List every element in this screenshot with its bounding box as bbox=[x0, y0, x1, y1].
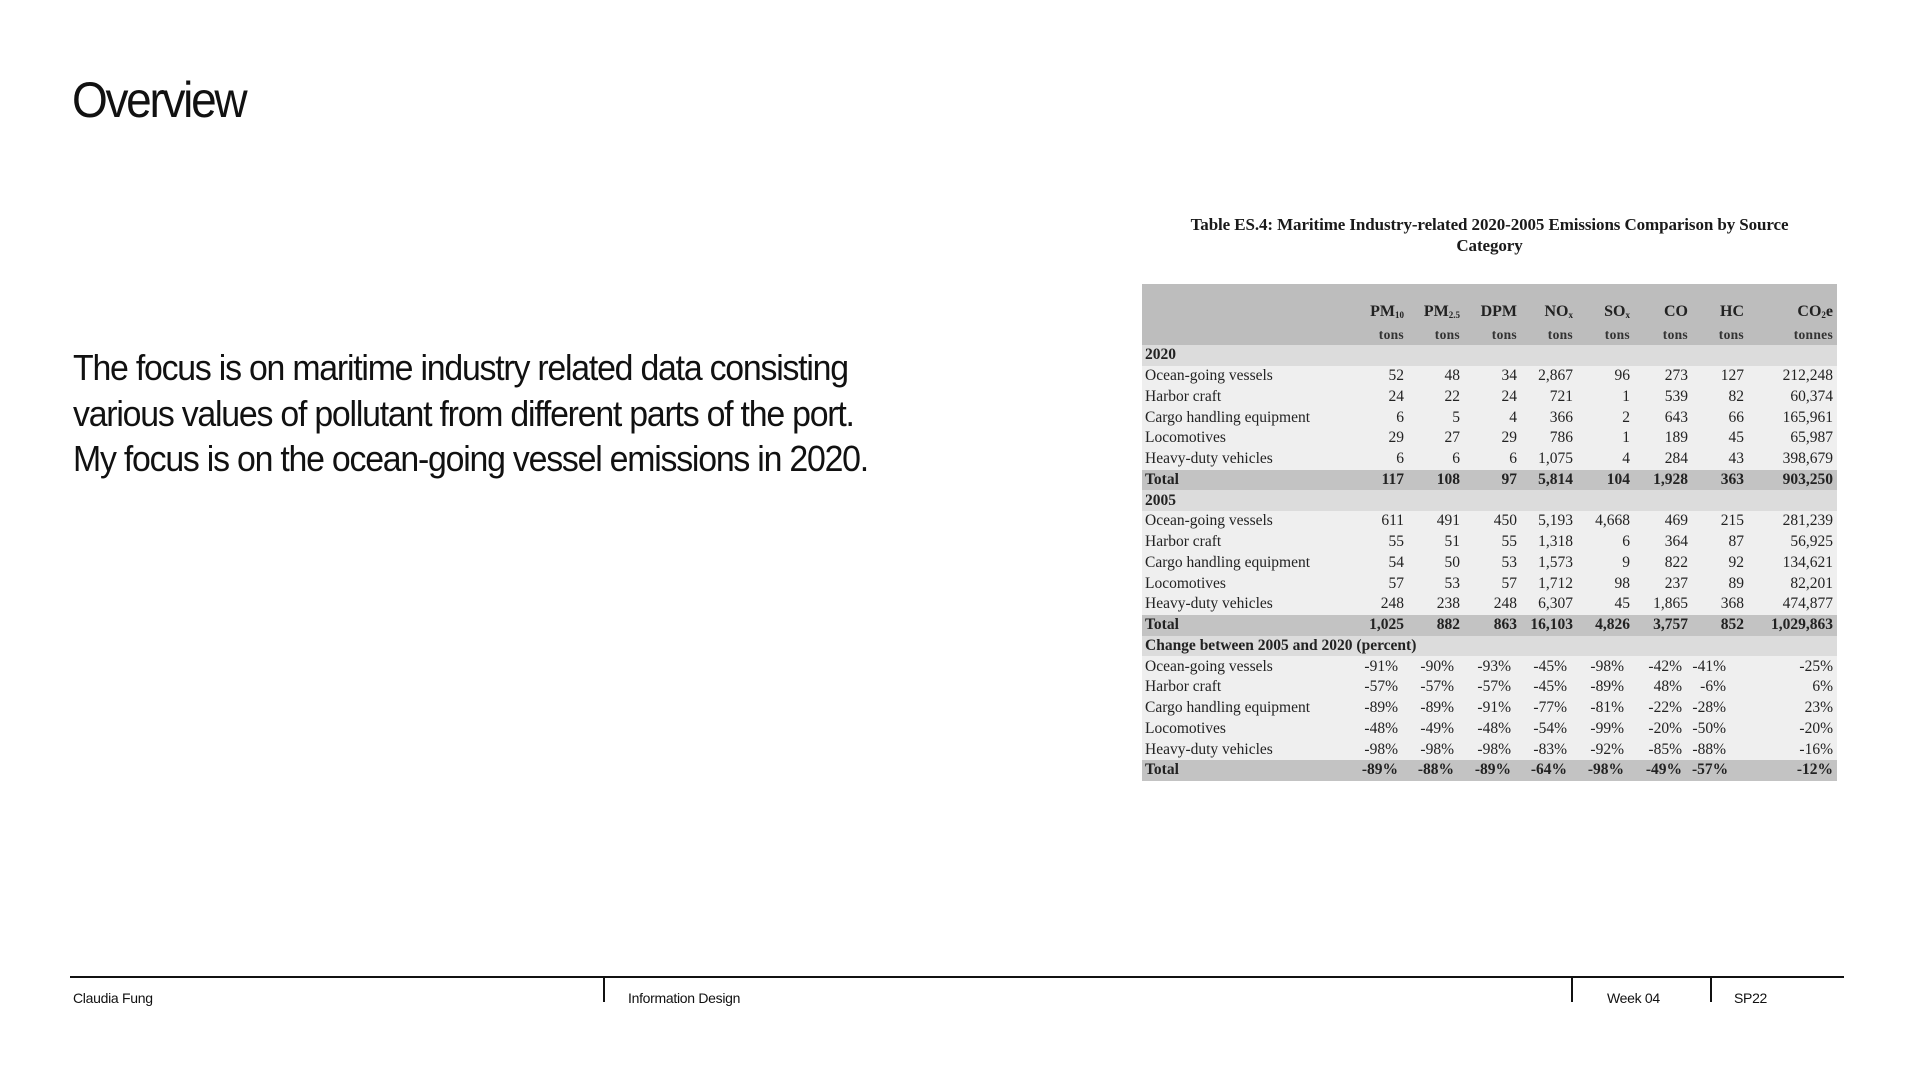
row-label: Heavy-duty vehicles bbox=[1142, 449, 1347, 470]
table-cell: 22 bbox=[1408, 387, 1464, 408]
emissions-table-figure bbox=[1142, 214, 1837, 781]
table-cell: -92% bbox=[1577, 739, 1634, 760]
table-row bbox=[1142, 573, 1837, 594]
table-cell: 127 bbox=[1692, 366, 1748, 387]
table-cell: 6% bbox=[1748, 677, 1837, 698]
table-cell: -99% bbox=[1577, 719, 1634, 740]
table-cell: 96 bbox=[1577, 366, 1634, 387]
table-cell: -89% bbox=[1577, 677, 1634, 698]
table-cell: -49% bbox=[1634, 760, 1692, 781]
table-row bbox=[1142, 677, 1837, 698]
table-cell: 57 bbox=[1464, 573, 1521, 594]
column-unit: tons bbox=[1692, 323, 1748, 345]
column-header-name: SO bbox=[1604, 303, 1626, 320]
section-header-row bbox=[1142, 636, 1837, 657]
table-cell: 3,757 bbox=[1634, 615, 1692, 636]
row-label: Cargo handling equipment bbox=[1142, 407, 1347, 428]
column-header-name: PM bbox=[1423, 303, 1449, 320]
slide-body-text bbox=[73, 345, 975, 482]
table-cell: 368 bbox=[1692, 594, 1748, 615]
table-cell: -57% bbox=[1692, 760, 1748, 781]
table-cell: 4,668 bbox=[1577, 511, 1634, 532]
table-cell: -54% bbox=[1521, 719, 1577, 740]
table-cell: 786 bbox=[1521, 428, 1577, 449]
row-label: Ocean-going vessels bbox=[1142, 656, 1347, 677]
column-header bbox=[1408, 284, 1464, 323]
table-cell: -90% bbox=[1408, 656, 1464, 677]
table-cell: -16% bbox=[1748, 739, 1837, 760]
table-cell: 2,867 bbox=[1521, 366, 1577, 387]
table-cell: -88% bbox=[1408, 760, 1464, 781]
table-cell: 9 bbox=[1577, 553, 1634, 574]
table-cell: -98% bbox=[1577, 760, 1634, 781]
column-header-name: PM bbox=[1370, 303, 1395, 320]
table-cell: -98% bbox=[1408, 739, 1464, 760]
table-units-row bbox=[1142, 323, 1837, 345]
footer-course: Information Design bbox=[628, 990, 741, 1006]
table-cell: 87 bbox=[1692, 532, 1748, 553]
table-cell: -42% bbox=[1634, 656, 1692, 677]
table-cell: 57 bbox=[1347, 573, 1408, 594]
row-label: Cargo handling equipment bbox=[1142, 698, 1347, 719]
table-cell: 117 bbox=[1347, 470, 1408, 491]
table-cell: 98 bbox=[1577, 573, 1634, 594]
table-caption bbox=[1142, 214, 1837, 256]
footer-separator bbox=[1571, 977, 1573, 1002]
table-cell: -57% bbox=[1408, 677, 1464, 698]
table-cell: 539 bbox=[1634, 387, 1692, 408]
column-header-name: HC bbox=[1720, 303, 1744, 320]
table-cell: 398,679 bbox=[1748, 449, 1837, 470]
body-line: My focus is on the ocean-going vessel emissions in 2020. bbox=[73, 438, 868, 479]
table-cell: 273 bbox=[1634, 366, 1692, 387]
table-cell: -48% bbox=[1347, 719, 1408, 740]
table-cell: 852 bbox=[1692, 615, 1748, 636]
slide-title: Overview bbox=[72, 72, 246, 128]
table-cell: 248 bbox=[1464, 594, 1521, 615]
table-cell: 189 bbox=[1634, 428, 1692, 449]
column-unit: tonnes bbox=[1748, 323, 1837, 345]
column-header bbox=[1464, 284, 1521, 323]
table-cell: 54 bbox=[1347, 553, 1408, 574]
column-header-name: CO bbox=[1797, 303, 1822, 320]
column-unit: tons bbox=[1347, 323, 1408, 345]
table-row bbox=[1142, 594, 1837, 615]
table-cell: 53 bbox=[1464, 553, 1521, 574]
table-cell: -57% bbox=[1464, 677, 1521, 698]
table-cell: -45% bbox=[1521, 656, 1577, 677]
column-header-name: NO bbox=[1544, 303, 1569, 320]
table-cell: -64% bbox=[1521, 760, 1577, 781]
row-label: Cargo handling equipment bbox=[1142, 553, 1347, 574]
table-cell: 281,239 bbox=[1748, 511, 1837, 532]
table-cell: -89% bbox=[1347, 698, 1408, 719]
table-cell: 55 bbox=[1347, 532, 1408, 553]
table-cell: 474,877 bbox=[1748, 594, 1837, 615]
column-header bbox=[1692, 284, 1748, 323]
table-cell: 56,925 bbox=[1748, 532, 1837, 553]
table-row bbox=[1142, 656, 1837, 677]
section-label: Change between 2005 and 2020 (percent) bbox=[1142, 636, 1837, 657]
table-cell: -89% bbox=[1464, 760, 1521, 781]
table-cell: 1,075 bbox=[1521, 449, 1577, 470]
table-cell: 45 bbox=[1577, 594, 1634, 615]
footer-separator bbox=[1710, 977, 1712, 1002]
table-cell: 27 bbox=[1408, 428, 1464, 449]
table-row bbox=[1142, 719, 1837, 740]
table-cell: 89 bbox=[1692, 573, 1748, 594]
table-total-row bbox=[1142, 760, 1837, 781]
table-cell: 24 bbox=[1347, 387, 1408, 408]
row-label: Locomotives bbox=[1142, 573, 1347, 594]
table-cell: 450 bbox=[1464, 511, 1521, 532]
table-cell: 284 bbox=[1634, 449, 1692, 470]
table-cell: 5,814 bbox=[1521, 470, 1577, 491]
table-cell: 5,193 bbox=[1521, 511, 1577, 532]
table-cell: 822 bbox=[1634, 553, 1692, 574]
table-cell: 23% bbox=[1748, 698, 1837, 719]
table-cell: -88% bbox=[1692, 739, 1748, 760]
table-total-row bbox=[1142, 615, 1837, 636]
column-unit: tons bbox=[1521, 323, 1577, 345]
table-cell: -83% bbox=[1521, 739, 1577, 760]
table-cell: -50% bbox=[1692, 719, 1748, 740]
column-header-subscript: x bbox=[1625, 310, 1630, 320]
table-cell: -81% bbox=[1577, 698, 1634, 719]
table-cell: 108 bbox=[1408, 470, 1464, 491]
table-cell: 50 bbox=[1408, 553, 1464, 574]
table-cell: 2 bbox=[1577, 407, 1634, 428]
table-cell: -57% bbox=[1347, 677, 1408, 698]
table-row bbox=[1142, 387, 1837, 408]
table-cell: -20% bbox=[1748, 719, 1837, 740]
table-cell: 6,307 bbox=[1521, 594, 1577, 615]
table-cell: -48% bbox=[1464, 719, 1521, 740]
table-cell: -49% bbox=[1408, 719, 1464, 740]
table-cell: 364 bbox=[1634, 532, 1692, 553]
table-cell: -25% bbox=[1748, 656, 1837, 677]
table-cell: 6 bbox=[1347, 449, 1408, 470]
table-cell: 97 bbox=[1464, 470, 1521, 491]
table-cell: 215 bbox=[1692, 511, 1748, 532]
table-cell: 903,250 bbox=[1748, 470, 1837, 491]
table-cell: 104 bbox=[1577, 470, 1634, 491]
column-header-subscript: 2 bbox=[1821, 310, 1826, 320]
table-cell: -98% bbox=[1577, 656, 1634, 677]
table-cell: -98% bbox=[1464, 739, 1521, 760]
row-label: Heavy-duty vehicles bbox=[1142, 739, 1347, 760]
emissions-table bbox=[1142, 284, 1837, 781]
table-cell: 366 bbox=[1521, 407, 1577, 428]
column-header-subscript: x bbox=[1568, 310, 1573, 320]
table-total-row bbox=[1142, 470, 1837, 491]
table-cell: 60,374 bbox=[1748, 387, 1837, 408]
table-cell: 1,318 bbox=[1521, 532, 1577, 553]
table-cell: 24 bbox=[1464, 387, 1521, 408]
table-row bbox=[1142, 739, 1837, 760]
table-cell: 82 bbox=[1692, 387, 1748, 408]
column-header bbox=[1748, 284, 1837, 323]
table-cell: -41% bbox=[1692, 656, 1748, 677]
table-caption-line1: Table ES.4: Maritime Industry-related 2020-2005 Emissions Comparison by Source bbox=[1190, 215, 1789, 234]
table-cell: -89% bbox=[1347, 760, 1408, 781]
table-caption-line2: Category bbox=[1456, 236, 1523, 255]
table-cell: 248 bbox=[1347, 594, 1408, 615]
section-label: 2020 bbox=[1142, 345, 1837, 366]
table-cell: -12% bbox=[1748, 760, 1837, 781]
table-cell: 491 bbox=[1408, 511, 1464, 532]
row-label: Harbor craft bbox=[1142, 387, 1347, 408]
table-cell: 1,029,863 bbox=[1748, 615, 1837, 636]
table-cell: 5 bbox=[1408, 407, 1464, 428]
table-cell: 4 bbox=[1577, 449, 1634, 470]
column-header bbox=[1634, 284, 1692, 323]
row-label: Locomotives bbox=[1142, 428, 1347, 449]
table-cell: -91% bbox=[1464, 698, 1521, 719]
row-label: Ocean-going vessels bbox=[1142, 511, 1347, 532]
table-cell: 51 bbox=[1408, 532, 1464, 553]
table-cell: -89% bbox=[1408, 698, 1464, 719]
column-header-subscript: 2.5 bbox=[1448, 310, 1460, 320]
table-cell: 1,025 bbox=[1347, 615, 1408, 636]
table-row bbox=[1142, 449, 1837, 470]
row-label: Total bbox=[1142, 470, 1347, 491]
table-cell: -77% bbox=[1521, 698, 1577, 719]
table-cell: 212,248 bbox=[1748, 366, 1837, 387]
row-label: Total bbox=[1142, 615, 1347, 636]
table-cell: 237 bbox=[1634, 573, 1692, 594]
table-cell: 48% bbox=[1634, 677, 1692, 698]
table-cell: 1,865 bbox=[1634, 594, 1692, 615]
table-cell: 52 bbox=[1347, 366, 1408, 387]
table-cell: 16,103 bbox=[1521, 615, 1577, 636]
row-label: Harbor craft bbox=[1142, 677, 1347, 698]
table-cell: 29 bbox=[1464, 428, 1521, 449]
table-cell: 92 bbox=[1692, 553, 1748, 574]
column-unit: tons bbox=[1577, 323, 1634, 345]
column-header bbox=[1521, 284, 1577, 323]
table-cell: 34 bbox=[1464, 366, 1521, 387]
table-cell: 469 bbox=[1634, 511, 1692, 532]
footer-separator bbox=[603, 977, 605, 1002]
table-cell: 29 bbox=[1347, 428, 1408, 449]
body-line: various values of pollutant from different parts of the port. bbox=[73, 392, 854, 434]
table-cell: 4,826 bbox=[1577, 615, 1634, 636]
column-header bbox=[1347, 284, 1408, 323]
table-cell: 43 bbox=[1692, 449, 1748, 470]
table-row bbox=[1142, 698, 1837, 719]
body-line: The focus is on maritime industry related data consisting bbox=[73, 347, 848, 388]
table-cell: 1 bbox=[1577, 428, 1634, 449]
table-cell: 48 bbox=[1408, 366, 1464, 387]
column-unit: tons bbox=[1634, 323, 1692, 345]
table-header-row bbox=[1142, 284, 1837, 323]
table-row bbox=[1142, 366, 1837, 387]
table-cell: -85% bbox=[1634, 739, 1692, 760]
table-cell: 6 bbox=[1408, 449, 1464, 470]
table-cell: 882 bbox=[1408, 615, 1464, 636]
table-cell: 363 bbox=[1692, 470, 1748, 491]
table-cell: -28% bbox=[1692, 698, 1748, 719]
table-cell: 165,961 bbox=[1748, 407, 1837, 428]
table-cell: -22% bbox=[1634, 698, 1692, 719]
column-header bbox=[1577, 284, 1634, 323]
table-cell: 6 bbox=[1577, 532, 1634, 553]
table-cell: -20% bbox=[1634, 719, 1692, 740]
table-cell: -45% bbox=[1521, 677, 1577, 698]
row-label: Heavy-duty vehicles bbox=[1142, 594, 1347, 615]
table-row bbox=[1142, 511, 1837, 532]
section-header-row bbox=[1142, 345, 1837, 366]
footer-week: Week 04 bbox=[1607, 990, 1660, 1006]
row-label: Locomotives bbox=[1142, 719, 1347, 740]
table-cell: 238 bbox=[1408, 594, 1464, 615]
table-cell: -98% bbox=[1347, 739, 1408, 760]
table-row bbox=[1142, 428, 1837, 449]
table-cell: 1,573 bbox=[1521, 553, 1577, 574]
column-unit: tons bbox=[1464, 323, 1521, 345]
section-label: 2005 bbox=[1142, 490, 1837, 511]
footer-divider bbox=[70, 976, 1844, 978]
section-header-row bbox=[1142, 490, 1837, 511]
table-cell: -6% bbox=[1692, 677, 1748, 698]
table-cell: 1,712 bbox=[1521, 573, 1577, 594]
row-label: Total bbox=[1142, 760, 1347, 781]
table-cell: 45 bbox=[1692, 428, 1748, 449]
column-header-suffix: e bbox=[1825, 303, 1833, 320]
table-cell: 65,987 bbox=[1748, 428, 1837, 449]
table-cell: 6 bbox=[1347, 407, 1408, 428]
table-cell: -91% bbox=[1347, 656, 1408, 677]
table-cell: 55 bbox=[1464, 532, 1521, 553]
table-cell: 611 bbox=[1347, 511, 1408, 532]
column-header-subscript: 10 bbox=[1395, 310, 1404, 320]
table-cell: 1 bbox=[1577, 387, 1634, 408]
table-row bbox=[1142, 532, 1837, 553]
table-cell: 82,201 bbox=[1748, 573, 1837, 594]
row-label: Ocean-going vessels bbox=[1142, 366, 1347, 387]
table-row bbox=[1142, 407, 1837, 428]
footer-term: SP22 bbox=[1734, 990, 1768, 1006]
table-row bbox=[1142, 553, 1837, 574]
table-cell: 863 bbox=[1464, 615, 1521, 636]
table-cell: 66 bbox=[1692, 407, 1748, 428]
table-cell: -93% bbox=[1464, 656, 1521, 677]
table-cell: 53 bbox=[1408, 573, 1464, 594]
table-cell: 721 bbox=[1521, 387, 1577, 408]
table-cell: 643 bbox=[1634, 407, 1692, 428]
table-cell: 4 bbox=[1464, 407, 1521, 428]
table-cell: 134,621 bbox=[1748, 553, 1837, 574]
column-unit: tons bbox=[1408, 323, 1464, 345]
column-header-name: CO bbox=[1664, 303, 1688, 320]
table-cell: 1,928 bbox=[1634, 470, 1692, 491]
row-label: Harbor craft bbox=[1142, 532, 1347, 553]
column-header-name: DPM bbox=[1480, 303, 1517, 320]
table-cell: 6 bbox=[1464, 449, 1521, 470]
footer-author: Claudia Fung bbox=[73, 990, 153, 1006]
